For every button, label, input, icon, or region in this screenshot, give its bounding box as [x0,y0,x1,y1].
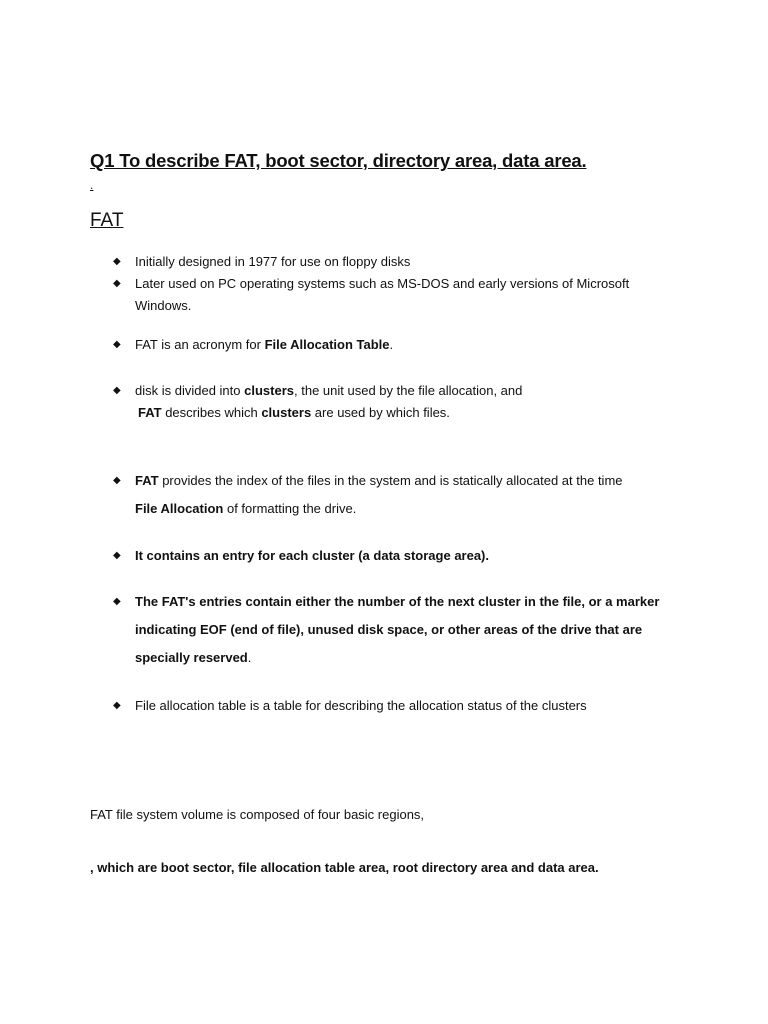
bullet-text-line-2: indicating EOF (end of file), unused disk space, or other areas of the drive that are [135,622,643,637]
text-run: disk is divided into [135,383,245,398]
bullet-text-line-2: Windows. [135,298,192,313]
bullet-text [113,334,673,356]
text-run: . [389,337,394,352]
bullet-item-2 [113,273,673,317]
bold-term: specially reserved [135,650,248,665]
bullet-icon: ◆ [113,550,121,561]
paragraph-regions-list: , which are boot sector, file allocation table area, root directory area and data area. [90,860,599,875]
bullet-icon: ◆ [113,385,121,396]
bullet-item-8 [113,695,673,717]
text-run: of formatting the drive. [223,501,357,516]
bold-term: clusters [244,383,294,398]
bullet-text-line-1: The FAT's entries contain either the number of the next cluster in the file, or a marker [135,594,660,609]
bullet-item-6 [113,545,673,567]
text-run: are used by which files. [311,405,450,420]
bold-term: File Allocation [135,501,224,516]
text-run: . [247,650,252,665]
text-run: provides the index of the files in the system and is statically allocated at the time [158,473,623,488]
bullet-text: File allocation table is a table for describing the allocation status of the clusters [135,698,587,713]
text-run: describes which [161,405,262,420]
bold-term: clusters [261,405,312,420]
bullet-text-line-3 [113,644,673,672]
bullet-item-3 [113,334,673,356]
bold-term: FAT [135,473,159,488]
bold-term: File Allocation Table [264,337,390,352]
bullet-item-5 [113,467,673,523]
bullet-icon: ◆ [113,475,121,486]
bullet-text: It contains an entry for each cluster (a data storage area). [135,548,490,563]
bullet-icon: ◆ [113,700,121,711]
stray-mark: . [90,178,94,192]
bullet-icon: ◆ [113,256,121,267]
bullet-icon: ◆ [113,596,121,607]
bullet-text-line-1 [113,467,673,495]
text-run: FAT is an acronym for [135,337,265,352]
bullet-item-1 [113,251,673,273]
bullet-text-line-2 [113,402,673,424]
bullet-icon: ◆ [113,278,121,289]
bullet-item-7 [113,588,673,672]
paragraph-regions: FAT file system volume is composed of four basic regions, [90,807,425,822]
bold-term: FAT [138,405,162,420]
bullet-text-line-1: Later used on PC operating systems such as MS-DOS and early versions of Microsoft [135,276,630,291]
bullet-text-line-2 [113,495,673,523]
bullet-item-4 [113,380,673,424]
section-heading-fat: FAT [90,210,124,231]
page-title: Q1 To describe FAT, boot sector, directory area, data area. [90,150,587,171]
text-run: , the unit used by the file allocation, and [294,383,523,398]
bullet-text-line-1 [113,380,673,402]
bullet-text: Initially designed in 1977 for use on floppy disks [135,254,411,269]
bullet-icon: ◆ [113,339,121,350]
